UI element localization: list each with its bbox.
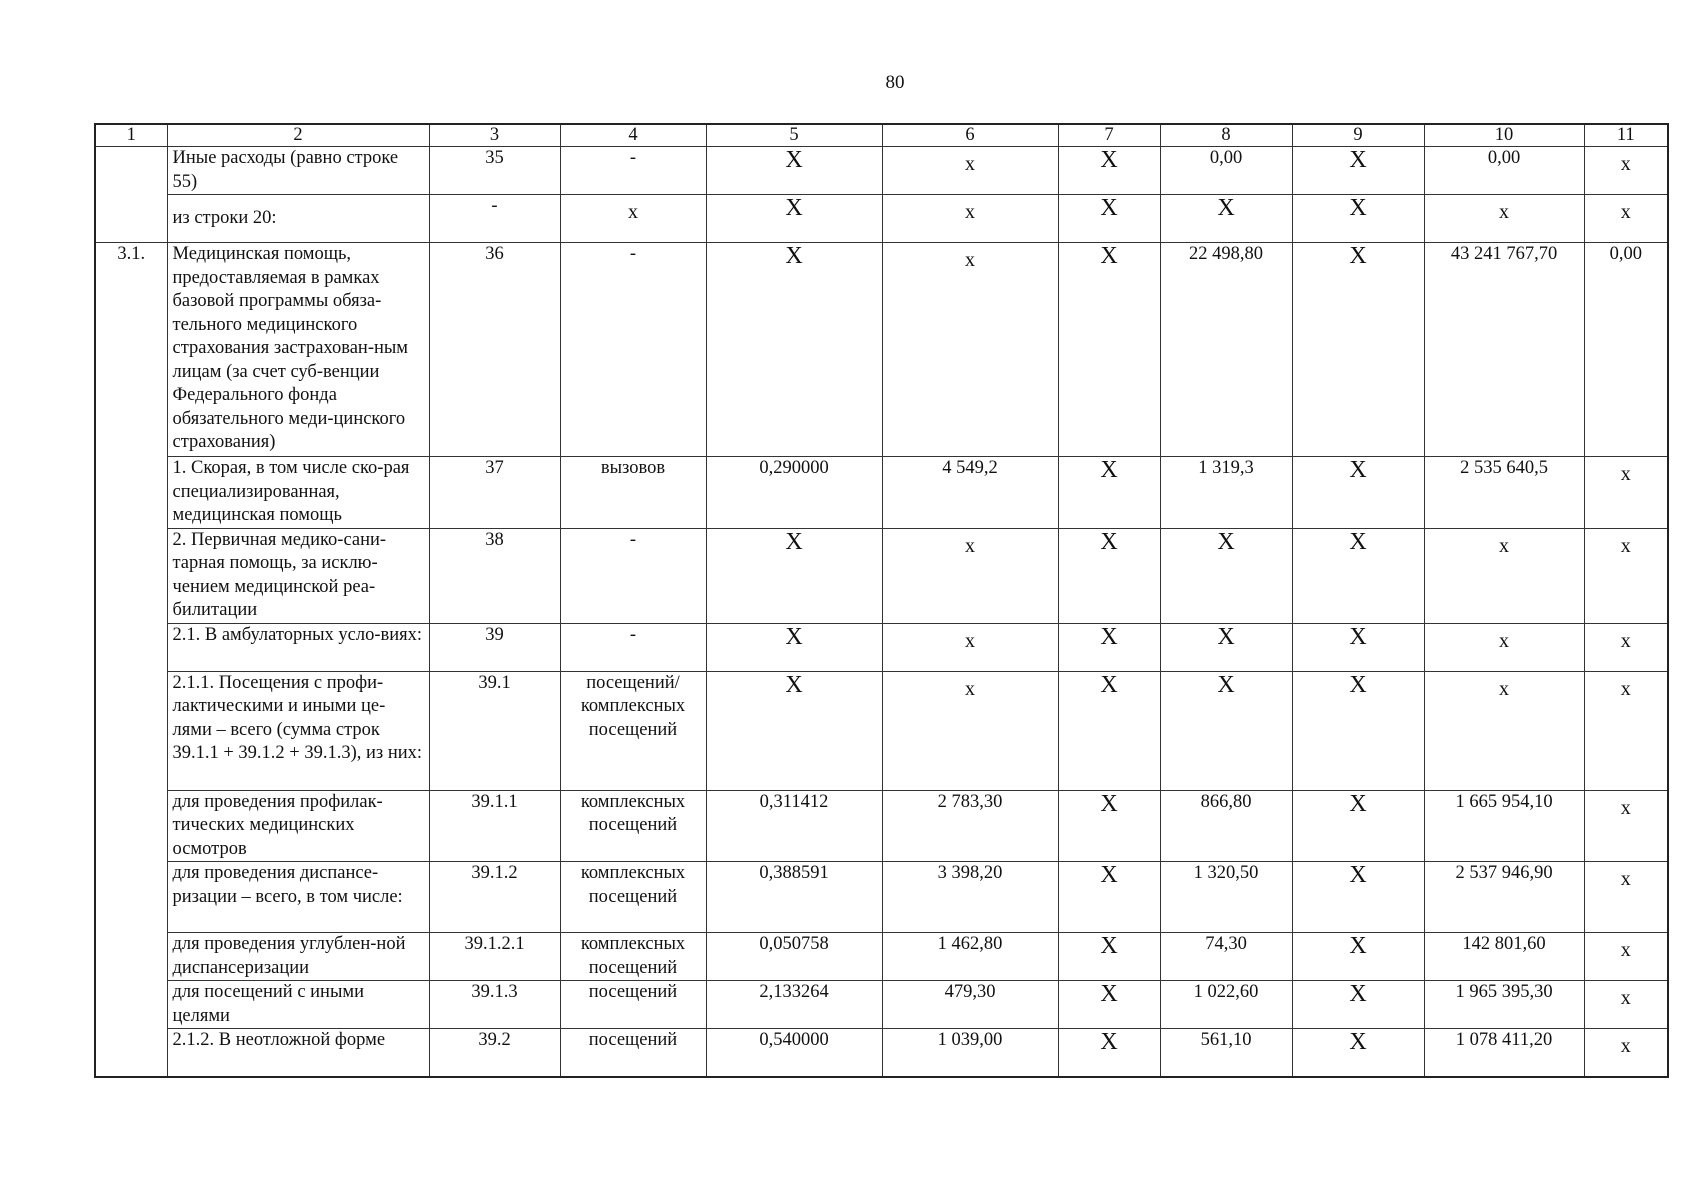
unit-cell: - bbox=[560, 623, 706, 671]
unit-cell: комплексных посещений bbox=[560, 862, 706, 933]
value-cell: 4 549,2 bbox=[882, 457, 1058, 529]
value-cell bbox=[1584, 623, 1668, 671]
cross-mark: X bbox=[1349, 981, 1367, 1007]
value-cell bbox=[1058, 790, 1160, 862]
value-cell: 0,388591 bbox=[706, 862, 882, 933]
cross-mark: X bbox=[785, 671, 803, 698]
row-code-cell: 37 bbox=[429, 457, 560, 529]
cross-mark: X bbox=[1100, 790, 1118, 817]
cross-mark: X bbox=[1349, 195, 1367, 221]
cross-mark: X bbox=[1100, 981, 1118, 1007]
value-cell: 3 398,20 bbox=[882, 862, 1058, 933]
value-cell bbox=[1584, 981, 1668, 1029]
cross-mark: x bbox=[1499, 629, 1509, 652]
value-cell: 0,540000 bbox=[706, 1029, 882, 1077]
value-cell bbox=[1292, 457, 1424, 529]
value-cell bbox=[706, 671, 882, 790]
column-header: 9 bbox=[1292, 124, 1424, 147]
cross-mark: X bbox=[1349, 862, 1367, 888]
value-cell: 22 498,80 bbox=[1160, 243, 1292, 457]
value-cell: 1 022,60 bbox=[1160, 981, 1292, 1029]
column-header: 3 bbox=[429, 124, 560, 147]
table-row bbox=[95, 457, 1668, 529]
cross-mark: X bbox=[1349, 457, 1367, 483]
value-cell: 2 535 640,5 bbox=[1424, 457, 1584, 529]
value-cell bbox=[706, 243, 882, 457]
column-header: 4 bbox=[560, 124, 706, 147]
value-cell bbox=[1292, 671, 1424, 790]
row-name-cell: из строки 20: bbox=[167, 195, 429, 243]
column-header: 5 bbox=[706, 124, 882, 147]
value-cell bbox=[1292, 528, 1424, 623]
cross-mark: X bbox=[1217, 528, 1235, 555]
value-cell bbox=[1292, 195, 1424, 243]
value-cell bbox=[882, 195, 1058, 243]
table-row bbox=[95, 1029, 1668, 1077]
cross-mark: X bbox=[1100, 671, 1118, 698]
cross-mark: X bbox=[1349, 671, 1367, 698]
unit-cell: посещений/ комплексных посещений bbox=[560, 671, 706, 790]
table-row bbox=[95, 528, 1668, 623]
cross-mark: X bbox=[1349, 1029, 1367, 1055]
data-table bbox=[94, 123, 1669, 1078]
cross-mark: X bbox=[785, 195, 803, 221]
value-cell: 0,00 bbox=[1584, 243, 1668, 457]
cross-mark: x bbox=[1620, 534, 1631, 557]
value-cell bbox=[1160, 671, 1292, 790]
cross-mark: X bbox=[1217, 671, 1235, 698]
value-cell: 0,00 bbox=[1160, 147, 1292, 195]
value-cell bbox=[560, 195, 706, 243]
row-name-cell: 2.1.1. Посещения с профи-лактическими и иными це-лями – всего (сумма строк 39.1.1 + 39.1.2 + 39.1.3), из них: bbox=[167, 671, 429, 790]
table-row bbox=[95, 243, 1668, 457]
cross-mark: X bbox=[785, 623, 803, 650]
unit-cell: - bbox=[560, 147, 706, 195]
value-cell bbox=[1584, 457, 1668, 529]
value-cell bbox=[1584, 671, 1668, 790]
value-cell bbox=[1584, 528, 1668, 623]
cross-mark: x bbox=[1620, 629, 1631, 652]
value-cell bbox=[1292, 243, 1424, 457]
cross-mark: x bbox=[965, 629, 975, 652]
value-cell: 2 783,30 bbox=[882, 790, 1058, 862]
column-header: 2 bbox=[167, 124, 429, 147]
cross-mark: X bbox=[1100, 147, 1118, 173]
row-code-cell: 39.1.3 bbox=[429, 981, 560, 1029]
cross-mark: x bbox=[1620, 939, 1631, 961]
value-cell: 142 801,60 bbox=[1424, 933, 1584, 981]
value-cell bbox=[1424, 528, 1584, 623]
cross-mark: X bbox=[1100, 528, 1118, 555]
row-code-cell: 39.1.1 bbox=[429, 790, 560, 862]
table-row bbox=[95, 623, 1668, 671]
unit-cell: вызовов bbox=[560, 457, 706, 529]
cross-mark: X bbox=[785, 147, 803, 173]
value-cell bbox=[1584, 147, 1668, 195]
unit-cell: - bbox=[560, 528, 706, 623]
value-cell bbox=[706, 147, 882, 195]
value-cell: 1 320,50 bbox=[1160, 862, 1292, 933]
value-cell: 866,80 bbox=[1160, 790, 1292, 862]
value-cell bbox=[1584, 862, 1668, 933]
unit-cell: посещений bbox=[560, 981, 706, 1029]
value-cell: 1 665 954,10 bbox=[1424, 790, 1584, 862]
value-cell: 0,050758 bbox=[706, 933, 882, 981]
cross-mark: x bbox=[965, 534, 975, 557]
cross-mark: x bbox=[1499, 677, 1509, 700]
value-cell: 1 078 411,20 bbox=[1424, 1029, 1584, 1077]
cross-mark: X bbox=[1100, 862, 1118, 888]
cross-mark: x bbox=[1620, 153, 1631, 175]
value-cell bbox=[706, 528, 882, 623]
section-number-cell bbox=[95, 147, 167, 243]
row-name-cell: для проведения профилак-тических медицинских осмотров bbox=[167, 790, 429, 862]
cross-mark: X bbox=[1349, 790, 1367, 817]
value-cell bbox=[1292, 147, 1424, 195]
row-name-cell: 2. Первичная медико-сани-тарная помощь, за исклю-чением медицинской реа-билитации bbox=[167, 528, 429, 623]
cross-mark: x bbox=[1620, 463, 1631, 485]
value-cell: 2,133264 bbox=[706, 981, 882, 1029]
value-cell: 74,30 bbox=[1160, 933, 1292, 981]
value-cell bbox=[1058, 933, 1160, 981]
unit-cell: комплексных посещений bbox=[560, 790, 706, 862]
value-cell bbox=[1058, 457, 1160, 529]
cross-mark: x bbox=[1620, 1035, 1631, 1057]
row-name-cell: для проведения диспансе-ризации – всего, в том числе: bbox=[167, 862, 429, 933]
value-cell bbox=[1058, 147, 1160, 195]
unit-cell: комплексных посещений bbox=[560, 933, 706, 981]
cross-mark: x bbox=[1620, 868, 1631, 890]
section-number-cell: 3.1. bbox=[95, 243, 167, 1077]
cross-mark: X bbox=[1100, 195, 1118, 221]
value-cell bbox=[1160, 623, 1292, 671]
cross-mark: X bbox=[1217, 195, 1235, 221]
row-code-cell: - bbox=[429, 195, 560, 243]
row-name-cell: Медицинская помощь, предоставляемая в рамках базовой программы обяза-тельного медицинского страхования застрахован-ным лицам (за счет суб-венции Федерального фонда обязательного меди-цинского страхования) bbox=[167, 243, 429, 457]
value-cell bbox=[706, 195, 882, 243]
table-row bbox=[95, 147, 1668, 195]
value-cell: 1 039,00 bbox=[882, 1029, 1058, 1077]
value-cell bbox=[1292, 981, 1424, 1029]
row-code-cell: 39.1 bbox=[429, 671, 560, 790]
table-row bbox=[95, 862, 1668, 933]
column-header: 7 bbox=[1058, 124, 1160, 147]
cross-mark: x bbox=[1620, 677, 1631, 700]
cross-mark: X bbox=[1100, 933, 1118, 959]
value-cell bbox=[1424, 671, 1584, 790]
unit-cell: - bbox=[560, 243, 706, 457]
row-name-cell: для проведения углублен-ной диспансеризации bbox=[167, 933, 429, 981]
cross-mark: x bbox=[965, 201, 975, 223]
value-cell: 1 462,80 bbox=[882, 933, 1058, 981]
value-cell bbox=[1584, 790, 1668, 862]
value-cell bbox=[1292, 623, 1424, 671]
value-cell bbox=[882, 147, 1058, 195]
cross-mark: X bbox=[1100, 1029, 1118, 1055]
row-code-cell: 36 bbox=[429, 243, 560, 457]
cross-mark: X bbox=[1349, 243, 1367, 269]
value-cell bbox=[1424, 623, 1584, 671]
cross-mark: x bbox=[1620, 201, 1631, 223]
value-cell: 2 537 946,90 bbox=[1424, 862, 1584, 933]
value-cell bbox=[1058, 243, 1160, 457]
value-cell: 0,311412 bbox=[706, 790, 882, 862]
cross-mark: x bbox=[965, 677, 975, 700]
cross-mark: X bbox=[1100, 457, 1118, 483]
cross-mark: x bbox=[628, 201, 638, 223]
row-name-cell: 1. Скорая, в том числе ско-рая специализированная, медицинская помощь bbox=[167, 457, 429, 529]
cross-mark: x bbox=[1499, 201, 1509, 223]
cross-mark: X bbox=[785, 243, 803, 269]
value-cell bbox=[882, 623, 1058, 671]
value-cell bbox=[1292, 790, 1424, 862]
column-number-row bbox=[95, 124, 1668, 147]
value-cell bbox=[882, 671, 1058, 790]
row-name-cell: для посещений с иными целями bbox=[167, 981, 429, 1029]
value-cell: 1 319,3 bbox=[1160, 457, 1292, 529]
value-cell bbox=[1058, 862, 1160, 933]
page-number: 80 bbox=[885, 72, 905, 93]
value-cell bbox=[1058, 623, 1160, 671]
table-row bbox=[95, 195, 1668, 243]
cross-mark: X bbox=[1217, 623, 1235, 650]
value-cell bbox=[1292, 933, 1424, 981]
column-header: 11 bbox=[1584, 124, 1668, 147]
row-code-cell: 39 bbox=[429, 623, 560, 671]
value-cell bbox=[882, 243, 1058, 457]
row-code-cell: 35 bbox=[429, 147, 560, 195]
row-code-cell: 39.1.2.1 bbox=[429, 933, 560, 981]
cross-mark: x bbox=[1620, 796, 1631, 819]
cross-mark: X bbox=[1100, 623, 1118, 650]
value-cell: 1 965 395,30 bbox=[1424, 981, 1584, 1029]
cross-mark: X bbox=[1100, 243, 1118, 269]
cross-mark: x bbox=[965, 249, 975, 271]
table-row bbox=[95, 790, 1668, 862]
cross-mark: x bbox=[1499, 534, 1509, 557]
value-cell bbox=[1424, 195, 1584, 243]
column-header: 6 bbox=[882, 124, 1058, 147]
value-cell bbox=[1292, 1029, 1424, 1077]
value-cell bbox=[1584, 1029, 1668, 1077]
column-header: 8 bbox=[1160, 124, 1292, 147]
table-row bbox=[95, 981, 1668, 1029]
cross-mark: X bbox=[1349, 933, 1367, 959]
value-cell: 561,10 bbox=[1160, 1029, 1292, 1077]
value-cell: 43 241 767,70 bbox=[1424, 243, 1584, 457]
value-cell bbox=[1292, 862, 1424, 933]
column-header: 10 bbox=[1424, 124, 1584, 147]
cross-mark: X bbox=[1349, 528, 1367, 555]
value-cell: 0,290000 bbox=[706, 457, 882, 529]
table-row bbox=[95, 933, 1668, 981]
value-cell bbox=[1058, 671, 1160, 790]
column-header: 1 bbox=[95, 124, 167, 147]
value-cell bbox=[1058, 195, 1160, 243]
cross-mark: x bbox=[1620, 987, 1631, 1009]
value-cell bbox=[1058, 981, 1160, 1029]
value-cell: 0,00 bbox=[1424, 147, 1584, 195]
unit-cell: посещений bbox=[560, 1029, 706, 1077]
value-cell bbox=[1160, 195, 1292, 243]
value-cell bbox=[1584, 195, 1668, 243]
value-cell bbox=[1058, 528, 1160, 623]
value-cell bbox=[706, 623, 882, 671]
row-code-cell: 38 bbox=[429, 528, 560, 623]
cross-mark: X bbox=[1349, 623, 1367, 650]
cross-mark: X bbox=[785, 528, 803, 555]
row-name-cell: 2.1.2. В неотложной форме bbox=[167, 1029, 429, 1077]
cross-mark: X bbox=[1349, 147, 1367, 173]
row-name-cell: 2.1. В амбулаторных усло-виях: bbox=[167, 623, 429, 671]
value-cell bbox=[1584, 933, 1668, 981]
cross-mark: x bbox=[965, 153, 975, 175]
row-code-cell: 39.1.2 bbox=[429, 862, 560, 933]
value-cell bbox=[1058, 1029, 1160, 1077]
value-cell bbox=[882, 528, 1058, 623]
row-code-cell: 39.2 bbox=[429, 1029, 560, 1077]
value-cell bbox=[1160, 528, 1292, 623]
value-cell: 479,30 bbox=[882, 981, 1058, 1029]
row-name-cell: Иные расходы (равно строке 55) bbox=[167, 147, 429, 195]
table-row bbox=[95, 671, 1668, 790]
